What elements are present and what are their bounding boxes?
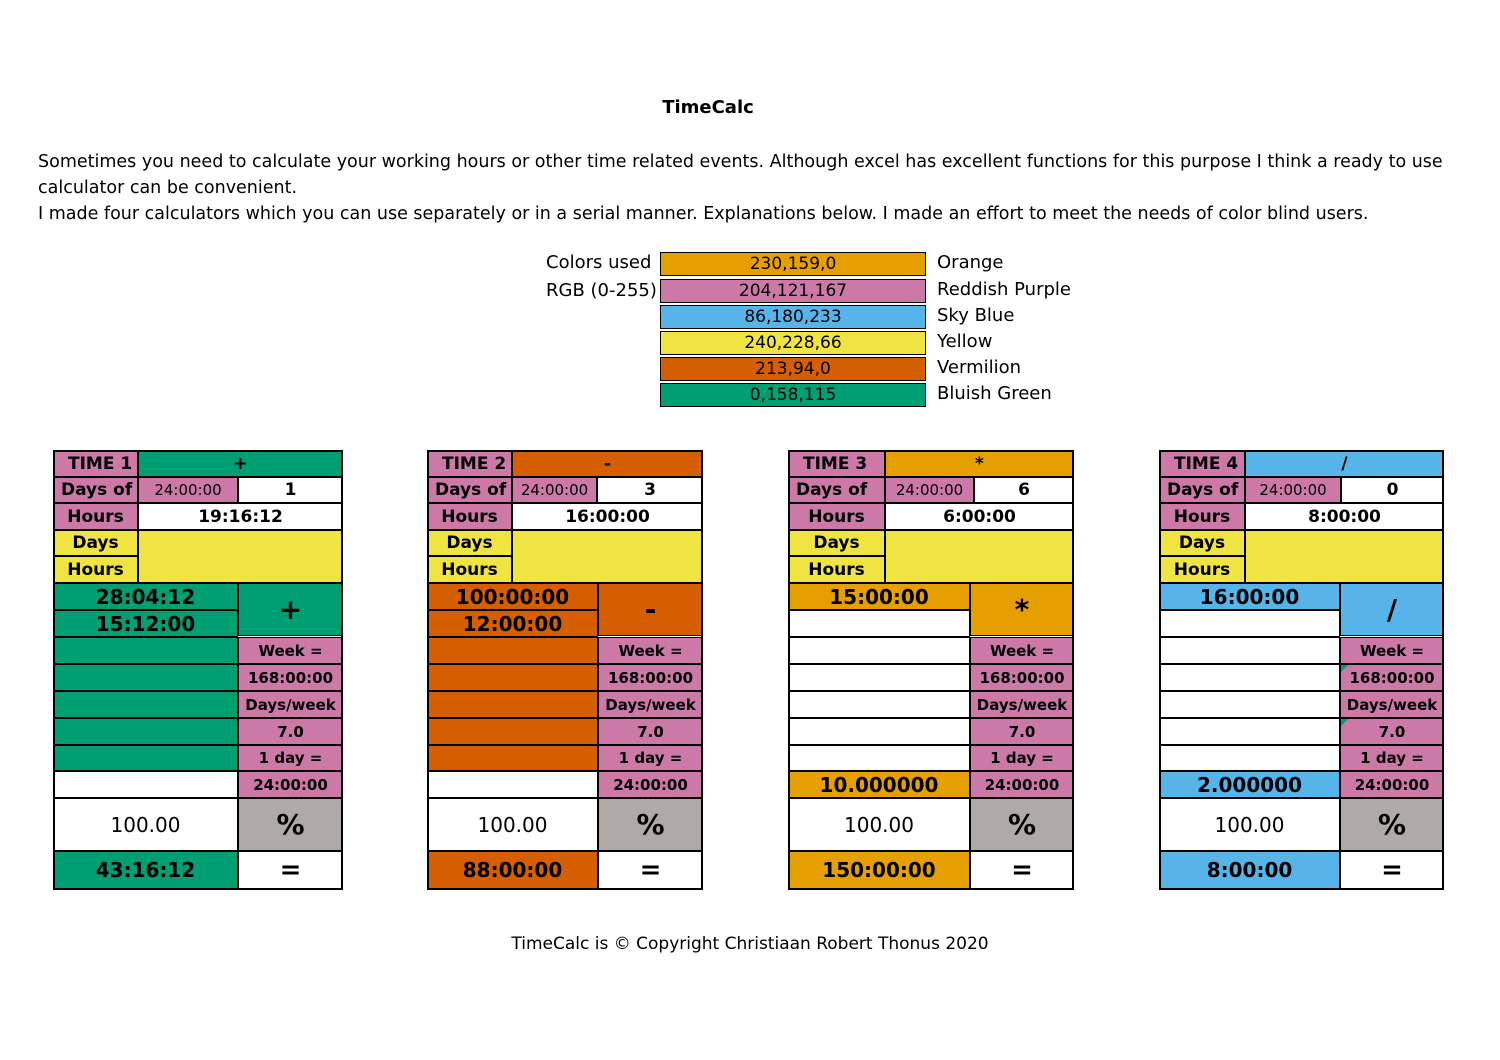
days-per-week-label: Days/week — [970, 691, 1074, 718]
color-name-0: Orange — [937, 252, 1004, 273]
week-value: 168:00:00 — [238, 664, 343, 691]
operation-header: * — [885, 450, 1074, 477]
time-input-row[interactable] — [53, 718, 238, 745]
color-swatch-4: 213,94,0 — [660, 357, 926, 381]
legend-label-colors: Colors used — [546, 252, 652, 273]
hours-yellow-label: Hours — [788, 556, 885, 583]
time-input-row[interactable]: 100:00:00 — [427, 583, 598, 610]
hours-label: Hours — [788, 503, 885, 530]
one-day-value: 24:00:00 — [970, 771, 1074, 798]
time-input-row[interactable]: 16:00:00 — [1159, 583, 1340, 610]
time-input-row[interactable]: 2.000000 — [1159, 771, 1340, 798]
result-value: 43:16:12 — [53, 851, 238, 889]
week-label: Week = — [1340, 637, 1444, 664]
one-day-label: 1 day = — [598, 745, 703, 771]
color-name-5: Bluish Green — [937, 383, 1052, 404]
days-yellow-label: Days — [53, 530, 138, 556]
day-length-value: 24:00:00 — [138, 477, 238, 503]
equals-button[interactable]: = — [1340, 851, 1444, 889]
time-input-row[interactable] — [1159, 745, 1340, 771]
time-input-row[interactable] — [427, 664, 598, 691]
color-swatch-0: 230,159,0 — [660, 252, 926, 276]
equals-button[interactable]: = — [598, 851, 703, 889]
hours-yellow-label: Hours — [53, 556, 138, 583]
comment-marker-icon — [1341, 719, 1348, 726]
time-input-row[interactable] — [788, 664, 970, 691]
operator-button[interactable]: / — [1340, 583, 1444, 636]
days-per-week-value: 7.0 — [970, 718, 1074, 745]
one-day-value: 24:00:00 — [598, 771, 703, 798]
day-length-value: 24:00:00 — [512, 477, 597, 503]
yellow-input-area[interactable] — [512, 530, 703, 583]
intro-paragraph-1: Sometimes you need to calculate your working hours or other time related events. Although excel has excellent functions for this purpose I think a ready to use calculator can be convenient. — [38, 152, 1443, 198]
percent-button[interactable]: % — [238, 798, 343, 851]
time-input-row[interactable] — [788, 637, 970, 664]
page-title: TimeCalc — [662, 97, 754, 118]
percent-input[interactable]: 100.00 — [1159, 798, 1340, 851]
one-day-label: 1 day = — [238, 745, 343, 771]
hours-yellow-label: Hours — [1159, 556, 1245, 583]
percent-input[interactable]: 100.00 — [427, 798, 598, 851]
time-input-row[interactable] — [1159, 610, 1340, 637]
result-value: 8:00:00 — [1159, 851, 1340, 889]
operator-button[interactable]: * — [970, 583, 1074, 636]
time-input-row[interactable]: 28:04:12 — [53, 583, 238, 610]
time-input-row[interactable] — [1159, 718, 1340, 745]
time-input-row[interactable] — [788, 745, 970, 771]
week-value: 168:00:00 — [1340, 664, 1444, 691]
time-label: TIME 3 — [788, 450, 885, 477]
operation-header: + — [138, 450, 343, 477]
hours-input[interactable]: 6:00:00 — [885, 503, 1074, 530]
time-input-row[interactable]: 12:00:00 — [427, 610, 598, 637]
days-yellow-label: Days — [788, 530, 885, 556]
time-input-row[interactable] — [53, 691, 238, 718]
time-input-row[interactable] — [53, 745, 238, 771]
hours-label: Hours — [427, 503, 512, 530]
percent-button[interactable]: % — [598, 798, 703, 851]
hours-input[interactable]: 8:00:00 — [1245, 503, 1444, 530]
time-input-row[interactable]: 15:12:00 — [53, 610, 238, 637]
operator-button[interactable]: + — [238, 583, 343, 636]
yellow-input-area[interactable] — [138, 530, 343, 583]
time-input-row[interactable] — [427, 718, 598, 745]
time-label: TIME 1 — [53, 450, 138, 477]
one-day-value: 24:00:00 — [238, 771, 343, 798]
color-swatch-5: 0,158,115 — [660, 383, 926, 407]
days-of-label: Days of — [53, 477, 138, 503]
days-input[interactable]: 1 — [238, 477, 343, 503]
yellow-input-area[interactable] — [885, 530, 1074, 583]
calculator-time-2 — [427, 450, 703, 890]
comment-marker-icon — [1341, 665, 1348, 672]
time-input-row[interactable] — [427, 637, 598, 664]
time-input-row[interactable] — [427, 745, 598, 771]
days-of-label: Days of — [788, 477, 885, 503]
percent-input[interactable]: 100.00 — [53, 798, 238, 851]
one-day-label: 1 day = — [970, 745, 1074, 771]
days-per-week-label: Days/week — [238, 691, 343, 718]
time-input-row[interactable] — [788, 610, 970, 637]
days-per-week-label: Days/week — [598, 691, 703, 718]
intro-text — [38, 149, 1458, 227]
time-input-row[interactable] — [53, 637, 238, 664]
one-day-value: 24:00:00 — [1340, 771, 1444, 798]
days-of-label: Days of — [1159, 477, 1245, 503]
operation-header: / — [1245, 450, 1444, 477]
days-yellow-label: Days — [427, 530, 512, 556]
days-input[interactable]: 3 — [597, 477, 703, 503]
days-per-week-label: Days/week — [1340, 691, 1444, 718]
percent-button[interactable]: % — [1340, 798, 1444, 851]
result-value: 88:00:00 — [427, 851, 598, 889]
days-input[interactable]: 0 — [1341, 477, 1444, 503]
time-label: TIME 2 — [427, 450, 512, 477]
one-day-label: 1 day = — [1340, 745, 1444, 771]
equals-button[interactable]: = — [970, 851, 1074, 889]
days-per-week-value: 7.0 — [238, 718, 343, 745]
time-input-row[interactable] — [53, 664, 238, 691]
percent-button[interactable]: % — [970, 798, 1074, 851]
color-swatch-1: 204,121,167 — [660, 279, 926, 303]
time-label: TIME 4 — [1159, 450, 1245, 477]
days-per-week-value: 7.0 — [598, 718, 703, 745]
time-input-row[interactable] — [788, 718, 970, 745]
day-length-value: 24:00:00 — [1245, 477, 1341, 503]
hours-label: Hours — [53, 503, 138, 530]
day-length-value: 24:00:00 — [885, 477, 974, 503]
calculator-time-4 — [1159, 450, 1444, 890]
color-name-3: Yellow — [937, 331, 993, 352]
color-name-4: Vermilion — [937, 357, 1022, 378]
copyright-footer: TimeCalc is © Copyright Christiaan Robert Thonus 2020 — [511, 934, 989, 954]
days-of-label: Days of — [427, 477, 512, 503]
hours-yellow-label: Hours — [427, 556, 512, 583]
hours-input[interactable]: 16:00:00 — [512, 503, 703, 530]
time-input-row[interactable] — [427, 771, 598, 798]
week-label: Week = — [238, 637, 343, 664]
color-name-2: Sky Blue — [937, 305, 1015, 326]
yellow-input-area[interactable] — [1245, 530, 1444, 583]
week-value: 168:00:00 — [970, 664, 1074, 691]
week-label: Week = — [598, 637, 703, 664]
color-name-1: Reddish Purple — [937, 279, 1071, 300]
calculator-time-1 — [53, 450, 343, 890]
color-swatch-3: 240,228,66 — [660, 331, 926, 355]
time-input-row[interactable] — [427, 691, 598, 718]
legend-label-rgb: RGB (0-255) — [546, 280, 657, 301]
time-input-row[interactable] — [788, 691, 970, 718]
time-input-row[interactable] — [1159, 691, 1340, 718]
days-input[interactable]: 6 — [974, 477, 1074, 503]
calculator-time-3 — [788, 450, 1074, 890]
operation-header: - — [512, 450, 703, 477]
color-swatch-2: 86,180,233 — [660, 305, 926, 329]
time-input-row[interactable]: 15:00:00 — [788, 583, 970, 610]
time-input-row[interactable] — [1159, 637, 1340, 664]
intro-paragraph-2: I made four calculators which you can use separately or in a serial manner. Explanations below. I made an effort to meet the needs of color blind users. — [38, 204, 1369, 224]
hours-label: Hours — [1159, 503, 1245, 530]
result-value: 150:00:00 — [788, 851, 970, 889]
hours-input[interactable]: 19:16:12 — [138, 503, 343, 530]
week-label: Week = — [970, 637, 1074, 664]
week-value: 168:00:00 — [598, 664, 703, 691]
time-input-row[interactable] — [1159, 664, 1340, 691]
operator-button[interactable]: - — [598, 583, 703, 636]
percent-input[interactable]: 100.00 — [788, 798, 970, 851]
days-per-week-value: 7.0 — [1340, 718, 1444, 745]
time-input-row[interactable]: 10.000000 — [788, 771, 970, 798]
equals-button[interactable]: = — [238, 851, 343, 889]
time-input-row[interactable] — [53, 771, 238, 798]
days-yellow-label: Days — [1159, 530, 1245, 556]
